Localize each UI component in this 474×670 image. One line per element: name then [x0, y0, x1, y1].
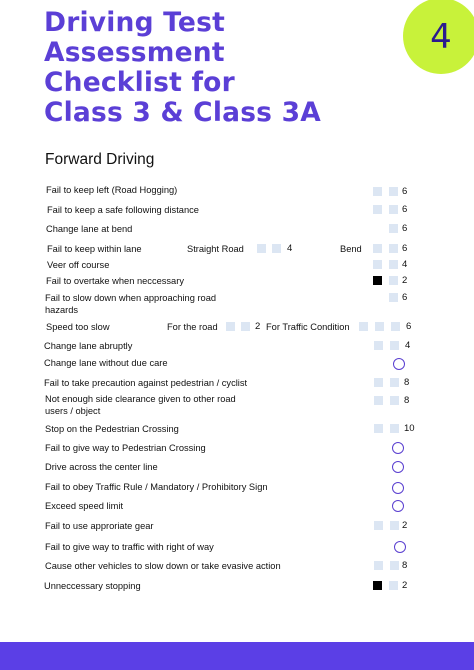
checkbox[interactable]: [359, 322, 368, 331]
checklist-row: [0, 292, 474, 318]
sub-label: Bend: [340, 244, 362, 254]
row-label: Fail to give way to Pedestrian Crossing: [45, 443, 206, 453]
row-label: Cause other vehicles to slow down or take evasive action: [45, 561, 281, 571]
checkbox[interactable]: [390, 521, 399, 530]
row-value: 4: [402, 259, 408, 270]
checkbox[interactable]: [389, 260, 398, 269]
checkbox[interactable]: [390, 424, 399, 433]
row-label: Fail to keep left (Road Hogging): [46, 185, 178, 195]
checkbox[interactable]: [390, 341, 399, 350]
checklist-row: [0, 560, 474, 576]
checklist-row: [0, 481, 474, 497]
checklist-row: [0, 377, 474, 393]
checkbox[interactable]: [374, 378, 383, 387]
row-value: 2: [402, 520, 408, 531]
checklist-row: [0, 520, 474, 536]
row-label: Fail to keep a safe following distance: [47, 205, 199, 215]
sub-label: Straight Road: [187, 244, 244, 254]
circle-marker[interactable]: [392, 482, 404, 494]
circle-marker[interactable]: [392, 461, 404, 473]
circle-marker[interactable]: [392, 442, 404, 454]
row-label: Fail to give way to traffic with right of way: [45, 542, 214, 552]
circle-marker[interactable]: [393, 358, 405, 370]
checkbox[interactable]: [390, 561, 399, 570]
checkbox[interactable]: [389, 224, 398, 233]
checkbox[interactable]: [374, 341, 383, 350]
checklist-row: [0, 423, 474, 439]
checkbox[interactable]: [272, 244, 281, 253]
checklist-row: [0, 184, 474, 200]
checklist-row: [0, 321, 474, 337]
row-label: Fail to overtake when neccessary: [46, 276, 184, 286]
row-value: 4: [405, 340, 411, 351]
circle-marker[interactable]: [394, 541, 406, 553]
checkbox-checked[interactable]: [373, 581, 382, 590]
sub-value: 4: [287, 243, 293, 254]
row-label: Fail to take precaution against pedestrian / cyclist: [44, 378, 248, 388]
checkbox[interactable]: [373, 244, 382, 253]
footer-band: [0, 642, 474, 670]
checkbox[interactable]: [391, 322, 400, 331]
checklist-row: [0, 393, 474, 419]
checklist-row: [0, 204, 474, 220]
checklist-row: [0, 340, 474, 356]
checkbox[interactable]: [374, 396, 383, 405]
checkbox[interactable]: [389, 205, 398, 214]
checkbox[interactable]: [241, 322, 250, 331]
checklist-row: [0, 357, 474, 373]
row-value: 6: [406, 321, 412, 332]
checklist-row: [0, 223, 474, 239]
row-label: Fail to slow down when approaching road hazards: [45, 293, 217, 315]
sub-label: For Traffic Condition: [266, 322, 350, 332]
checkbox-checked[interactable]: [373, 276, 382, 285]
row-label: Speed too slow: [46, 322, 110, 332]
row-value: 10: [404, 423, 415, 434]
row-label: Drive across the center line: [45, 462, 158, 472]
checkbox[interactable]: [390, 378, 399, 387]
title-line: Class 3 & Class 3A: [44, 97, 321, 128]
checklist-row: [0, 275, 474, 291]
row-label: Unneccessary stopping: [44, 581, 141, 591]
row-label: Change lane abruptly: [44, 341, 133, 351]
section-title: Forward Driving: [45, 151, 155, 168]
row-value: 6: [402, 204, 408, 215]
checkbox[interactable]: [373, 205, 382, 214]
checkbox[interactable]: [375, 322, 384, 331]
row-value: 6: [402, 243, 408, 254]
row-label: Change lane at bend: [46, 224, 133, 234]
page-number-badge: [403, 0, 474, 74]
checkbox[interactable]: [389, 244, 398, 253]
checklist-row: [0, 259, 474, 275]
checklist-row: [0, 243, 474, 259]
checkbox[interactable]: [374, 561, 383, 570]
sub-label: For the road: [167, 322, 218, 332]
checkbox[interactable]: [373, 260, 382, 269]
row-value: 8: [402, 560, 408, 571]
checkbox[interactable]: [373, 187, 382, 196]
row-label: Change lane without due care: [44, 358, 168, 368]
row-label: Fail to use approriate gear: [45, 521, 154, 531]
row-label: Exceed speed limit: [45, 501, 124, 511]
row-label: Fail to keep within lane: [47, 244, 142, 254]
checklist-row: [0, 442, 474, 458]
checklist-row: [0, 541, 474, 557]
sub-value: 2: [255, 321, 261, 332]
checklist-row: [0, 461, 474, 477]
row-label: Fail to obey Traffic Rule / Mandatory / Prohibitory Sign: [45, 482, 268, 492]
checkbox[interactable]: [374, 521, 383, 530]
checklist-row: [0, 500, 474, 516]
document-title: [44, 8, 321, 128]
checkbox[interactable]: [389, 581, 398, 590]
checkbox[interactable]: [390, 396, 399, 405]
checkbox[interactable]: [389, 276, 398, 285]
row-value: 8: [404, 377, 410, 388]
row-value: 2: [402, 580, 408, 591]
title-line: Assessment: [44, 37, 225, 68]
row-value: 6: [402, 223, 408, 234]
title-line: Checklist for: [44, 67, 235, 98]
checklist-row: [0, 580, 474, 596]
checkbox[interactable]: [389, 187, 398, 196]
row-label: Not enough side clearance given to other road users / object: [45, 394, 236, 416]
row-label: Veer off course: [47, 260, 110, 270]
checkbox[interactable]: [374, 424, 383, 433]
row-value: 8: [404, 395, 410, 406]
page-number: 4: [430, 17, 452, 57]
title-line: Driving Test: [44, 7, 225, 38]
row-value: 6: [402, 292, 408, 303]
circle-marker[interactable]: [392, 500, 404, 512]
checkbox[interactable]: [257, 244, 266, 253]
checkbox[interactable]: [389, 293, 398, 302]
checkbox[interactable]: [226, 322, 235, 331]
row-value: 2: [402, 275, 408, 286]
row-label: Stop on the Pedestrian Crossing: [45, 424, 179, 434]
row-value: 6: [402, 186, 408, 197]
